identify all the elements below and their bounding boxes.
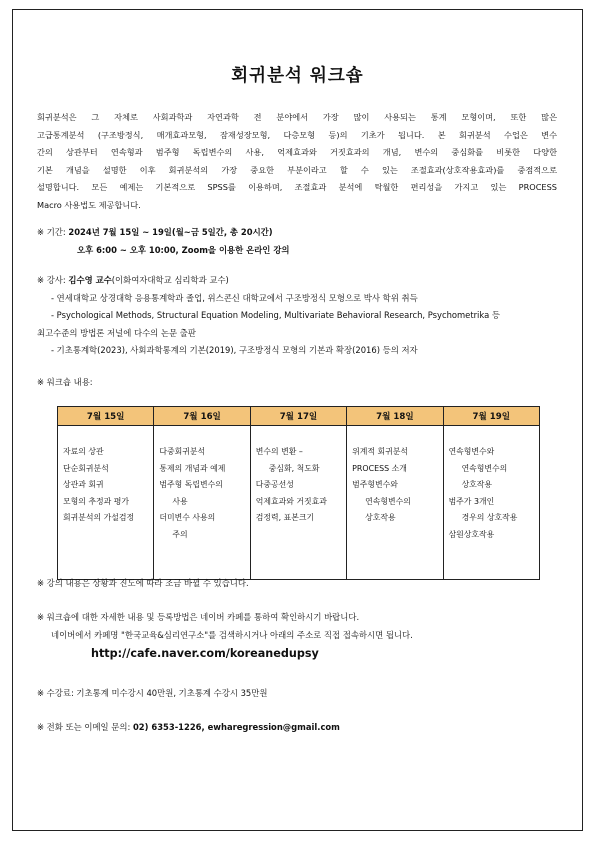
contact-line — [37, 719, 565, 737]
schedule-topic: 단순회귀분석 — [63, 463, 109, 473]
schedule-topic: 더미변수 사용의 — [159, 513, 216, 522]
schedule-topic: 자료의 상관 — [63, 447, 104, 456]
intro-line: 고급통계분석 (구조방정식, 매개효과모형, 잠재성장모형, 다층모형 등)의 기초가 됩니다. 본 회귀분석 수업은 변수 — [37, 129, 557, 140]
schedule-topic: 경우의 상호작용 — [461, 513, 518, 522]
schedule-topic: 위계적 회귀분석 — [352, 447, 409, 456]
schedule-topic: 억제효과와 거짓효과 — [255, 496, 327, 506]
schedule-topic: 상호작용 — [365, 513, 396, 522]
schedule-header-row — [58, 407, 540, 426]
instructor-item: 최고수준의 방법론 저널에 다수의 논문 출판 — [37, 327, 196, 338]
intro-paragraph — [37, 109, 557, 215]
schedule-topic: 연속형변수의 — [365, 496, 411, 506]
intro-line: 간의 상관부터 연속형과 범주형 독립변수의 사용, 억제효과와 거짓효과의 개념, 변수의 중심화를 비롯한 다양한 — [37, 147, 557, 158]
period-section — [37, 224, 565, 259]
intro-line: 설명합니다. 모든 예제는 기본적으로 SPSS를 이용하며, 조절효과 분석에 탁월한 편리성을 가지고 있는 PROCESS — [37, 182, 557, 193]
intro-line: 회귀분석은 그 자체로 사회과학과 자연과학 전 분야에서 가장 많이 사용되는 통계 모형이며, 또한 많은 — [37, 112, 557, 122]
period-times: 오후 6:00 ~ 오후 10:00, Zoom을 이용한 온라인 강의 — [77, 244, 290, 255]
schedule-topic: 모형의 추정과 평가 — [63, 496, 129, 506]
contact-label: ※ 전화 또는 이메일 문의: — [37, 722, 131, 732]
schedule-note: ※ 강의 내용은 상황과 진도에 따라 조금 바뀔 수 있습니다. — [37, 578, 249, 588]
schedule-day-cell — [250, 426, 346, 580]
intro-line: Macro 사용법도 제공합니다. — [37, 199, 141, 210]
schedule-topic: 사용 — [172, 496, 188, 506]
schedule-topic: 회귀분석의 가설검정 — [63, 513, 135, 522]
schedule-day-header: 7월 15일 — [58, 407, 154, 426]
schedule-topic: 검정력, 표본크기 — [255, 513, 315, 522]
instructor-section — [37, 272, 565, 360]
schedule-day-header: 7월 18일 — [347, 407, 443, 426]
instructor-label: 강사: — [46, 275, 66, 285]
schedule-day-cell — [58, 426, 154, 580]
schedule-day-header: 7월 17일 — [250, 407, 346, 426]
schedule-topic: 연속형변수의 — [461, 463, 508, 473]
schedule-body-row — [58, 426, 540, 580]
schedule-topic: 삼원상호작용 — [448, 529, 495, 539]
instructor-mark: ※ — [37, 275, 45, 285]
cafe-link[interactable]: http://cafe.naver.com/koreanedupsy — [91, 647, 319, 660]
schedule-day-header: 7월 19일 — [443, 407, 539, 426]
intro-line: 기본 개념을 설명한 이후 회귀분석의 가장 중요한 부분이라고 할 수 있는 조절효과(상호작용효과)를 중점적으로 — [37, 164, 557, 175]
instructor-item: - 기초통계학(2023), 사회과학통계의 기본(2019), 구조방정식 모형의 기본과 확장(2016) 등의 저자 — [51, 345, 418, 355]
document-page — [12, 9, 583, 831]
schedule-day-cell — [154, 426, 250, 580]
schedule-topic: 다중공선성 — [255, 480, 294, 489]
schedule-topic: 상호작용 — [461, 480, 493, 489]
registration-section — [37, 609, 565, 644]
schedule-table — [57, 406, 540, 580]
content-label: ※ 워크숍 내용: — [37, 377, 93, 387]
schedule-day-cell — [443, 426, 539, 580]
fee-line: ※ 수강료: 기초통계 미수강시 40만원, 기초통계 수강시 35만원 — [37, 688, 268, 698]
instructor-item: - Psychological Methods, Structural Equation Modeling, Multivariate Behavioral Research, Psychometrika 등 — [51, 310, 500, 320]
instructor-affiliation: (이화여자대학교 심리학과 교수) — [111, 275, 229, 285]
instructor-name: 김수영 교수 — [68, 275, 112, 285]
schedule-topic: 범주형 독립변수의 — [159, 480, 223, 489]
page-title: 회귀분석 워크숍 — [231, 66, 364, 86]
schedule-day-header: 7월 16일 — [154, 407, 250, 426]
schedule-topic: 변수의 변환 – — [255, 447, 303, 456]
period-mark: ※ — [37, 227, 45, 237]
schedule-topic: 범주형변수와 — [352, 480, 398, 489]
schedule-day-cell — [347, 426, 443, 580]
contact-value[interactable]: 02) 6353-1226, ewharegression@gmail.com — [132, 722, 340, 732]
period-dates: 2024년 7월 15일 ~ 19일(월~금 5일간, 총 20시간) — [68, 227, 273, 237]
schedule-topic: 상관과 회귀 — [63, 480, 104, 489]
schedule-topic: 주의 — [172, 529, 188, 539]
schedule-topic: 연속형변수와 — [448, 447, 495, 456]
registration-line: 네이버에서 카페명 "한국교육&심리연구소"를 검색하시거나 아래의 주소로 직접 접속하시면 됩니다. — [51, 629, 413, 640]
schedule-topic: 통제의 개념과 예제 — [159, 463, 226, 473]
schedule-topic: PROCESS 소개 — [352, 463, 407, 473]
schedule-topic: 중심화, 척도화 — [268, 463, 320, 473]
schedule-topic: 다중회귀분석 — [159, 447, 206, 456]
instructor-item: - 연세대학교 상경대학 응용통계학과 졸업, 위스콘신 대학교에서 구조방정식 모형으로 박사 학위 취득 — [51, 292, 418, 303]
registration-line: ※ 워크숍에 대한 자세한 내용 및 등록방법은 네이버 카페를 통하여 확인하시기 바랍니다. — [37, 612, 360, 622]
period-label: 기간: — [46, 227, 66, 237]
schedule-topic: 범주가 3개인 — [448, 496, 495, 506]
